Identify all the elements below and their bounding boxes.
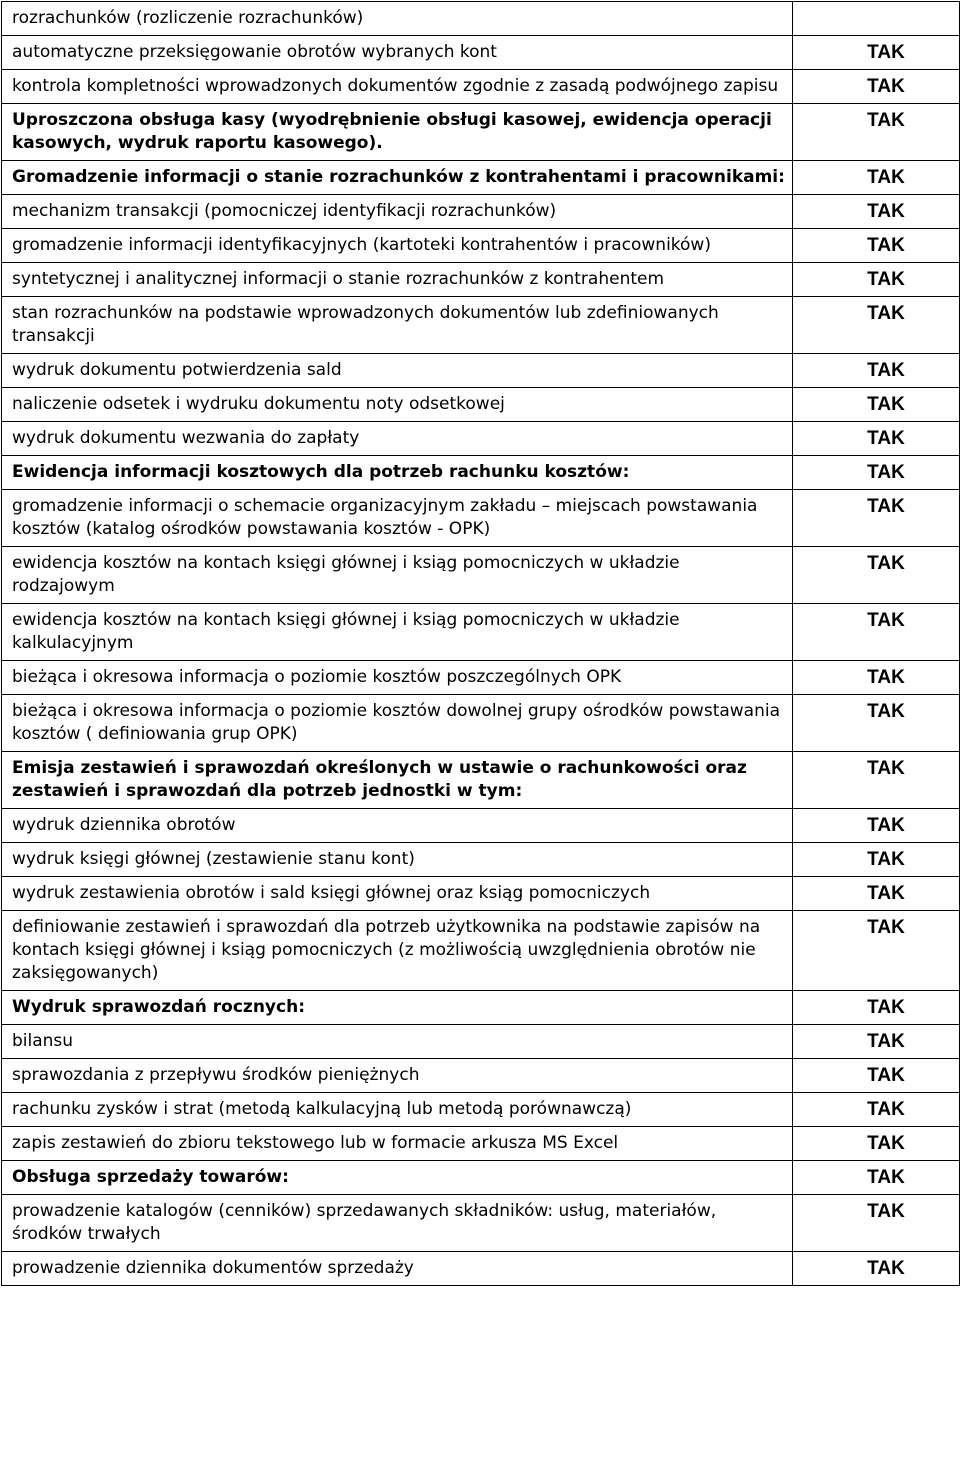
requirement-label: naliczenie odsetek i wydruku dokumentu noty odsetkowej [2, 388, 793, 422]
requirement-label: prowadzenie dziennika dokumentów sprzedaży [2, 1252, 793, 1286]
table-row [2, 422, 960, 456]
table-row [2, 604, 960, 661]
requirement-value: TAK [793, 354, 960, 388]
requirement-value: TAK [793, 195, 960, 229]
requirement-label: syntetycznej i analitycznej informacji o stanie rozrachunków z kontrahentem [2, 263, 793, 297]
requirement-label: wydruk księgi głównej (zestawienie stanu kont) [2, 843, 793, 877]
section-header-row [2, 752, 960, 809]
table-row [2, 1252, 960, 1286]
requirement-value: TAK [793, 911, 960, 991]
requirements-table-body [2, 2, 960, 1286]
requirement-label: bilansu [2, 1025, 793, 1059]
section-header-row [2, 991, 960, 1025]
table-row [2, 661, 960, 695]
requirement-value: TAK [793, 388, 960, 422]
requirement-label: ewidencja kosztów na kontach księgi głównej i ksiąg pomocniczych w układzie kalkulacyjnym [2, 604, 793, 661]
requirement-label: sprawozdania z przepływu środków pieniężnych [2, 1059, 793, 1093]
table-row [2, 547, 960, 604]
requirement-label: rozrachunków (rozliczenie rozrachunków) [2, 2, 793, 36]
section-header-row [2, 1161, 960, 1195]
requirement-label: gromadzenie informacji identyfikacyjnych (kartoteki kontrahentów i pracowników) [2, 229, 793, 263]
requirement-label: automatyczne przeksięgowanie obrotów wybranych kont [2, 36, 793, 70]
requirement-value: TAK [793, 809, 960, 843]
table-row [2, 1195, 960, 1252]
requirement-label: gromadzenie informacji o schemacie organizacyjnym zakładu – miejscach powstawania kosztów (katalog ośrodków powstawania kosztów - OPK) [2, 490, 793, 547]
requirement-value: TAK [793, 70, 960, 104]
requirement-label: bieżąca i okresowa informacja o poziomie kosztów poszczególnych OPK [2, 661, 793, 695]
requirement-label: Ewidencja informacji kosztowych dla potrzeb rachunku kosztów: [2, 456, 793, 490]
table-row [2, 695, 960, 752]
requirement-label: wydruk dokumentu wezwania do zapłaty [2, 422, 793, 456]
section-header-row [2, 161, 960, 195]
requirement-value: TAK [793, 1059, 960, 1093]
requirement-value: TAK [793, 161, 960, 195]
requirement-value: TAK [793, 263, 960, 297]
requirement-label: ewidencja kosztów na kontach księgi głównej i ksiąg pomocniczych w układzie rodzajowym [2, 547, 793, 604]
table-row [2, 263, 960, 297]
requirement-value: TAK [793, 456, 960, 490]
requirement-value: TAK [793, 36, 960, 70]
requirement-value: TAK [793, 877, 960, 911]
table-row [2, 1059, 960, 1093]
requirement-value: TAK [793, 547, 960, 604]
table-row [2, 1093, 960, 1127]
requirement-value: TAK [793, 1195, 960, 1252]
requirement-value: TAK [793, 104, 960, 161]
requirement-value: TAK [793, 1127, 960, 1161]
requirement-label: wydruk dziennika obrotów [2, 809, 793, 843]
requirement-label: Uproszczona obsługa kasy (wyodrębnienie obsługi kasowej, ewidencja operacji kasowych, wydruk raportu kasowego). [2, 104, 793, 161]
requirement-value: TAK [793, 1252, 960, 1286]
table-row [2, 36, 960, 70]
requirement-label: stan rozrachunków na podstawie wprowadzonych dokumentów lub zdefiniowanych transakcji [2, 297, 793, 354]
requirement-value: TAK [793, 490, 960, 547]
table-row [2, 388, 960, 422]
table-row [2, 297, 960, 354]
requirement-label: kontrola kompletności wprowadzonych dokumentów zgodnie z zasadą podwójnego zapisu [2, 70, 793, 104]
requirement-value: TAK [793, 991, 960, 1025]
requirement-value [793, 2, 960, 36]
section-header-row [2, 104, 960, 161]
requirement-label: definiowanie zestawień i sprawozdań dla potrzeb użytkownika na podstawie zapisów na kontach księgi głównej i ksiąg pomocniczych (z możliwością uwzględnienia obrotów nie zaksięgowanych) [2, 911, 793, 991]
requirement-value: TAK [793, 1025, 960, 1059]
requirement-label: Emisja zestawień i sprawozdań określonych w ustawie o rachunkowości oraz zestawień i sprawozdań dla potrzeb jednostki w tym: [2, 752, 793, 809]
table-row [2, 490, 960, 547]
requirement-value: TAK [793, 1093, 960, 1127]
requirements-table [1, 1, 960, 1286]
requirement-label: zapis zestawień do zbioru tekstowego lub w formacie arkusza MS Excel [2, 1127, 793, 1161]
table-row [2, 354, 960, 388]
requirement-label: Wydruk sprawozdań rocznych: [2, 991, 793, 1025]
table-row [2, 229, 960, 263]
section-header-row [2, 456, 960, 490]
requirement-value: TAK [793, 604, 960, 661]
table-row [2, 877, 960, 911]
requirement-value: TAK [793, 661, 960, 695]
requirement-value: TAK [793, 422, 960, 456]
requirement-label: wydruk dokumentu potwierdzenia sald [2, 354, 793, 388]
table-row [2, 195, 960, 229]
requirement-value: TAK [793, 752, 960, 809]
requirement-value: TAK [793, 229, 960, 263]
requirement-label: Gromadzenie informacji o stanie rozrachunków z kontrahentami i pracownikami: [2, 161, 793, 195]
requirement-label: rachunku zysków i strat (metodą kalkulacyjną lub metodą porównawczą) [2, 1093, 793, 1127]
table-row [2, 1127, 960, 1161]
table-row [2, 911, 960, 991]
requirement-value: TAK [793, 695, 960, 752]
requirement-value: TAK [793, 297, 960, 354]
table-row [2, 2, 960, 36]
requirement-label: wydruk zestawienia obrotów i sald księgi głównej oraz ksiąg pomocniczych [2, 877, 793, 911]
requirement-value: TAK [793, 843, 960, 877]
table-row [2, 843, 960, 877]
table-row [2, 809, 960, 843]
table-row [2, 1025, 960, 1059]
requirement-label: Obsługa sprzedaży towarów: [2, 1161, 793, 1195]
requirement-value: TAK [793, 1161, 960, 1195]
requirement-label: prowadzenie katalogów (cenników) sprzedawanych składników: usług, materiałów, środków trwałych [2, 1195, 793, 1252]
table-row [2, 70, 960, 104]
requirement-label: bieżąca i okresowa informacja o poziomie kosztów dowolnej grupy ośrodków powstawania kosztów ( definiowania grup OPK) [2, 695, 793, 752]
requirement-label: mechanizm transakcji (pomocniczej identyfikacji rozrachunków) [2, 195, 793, 229]
